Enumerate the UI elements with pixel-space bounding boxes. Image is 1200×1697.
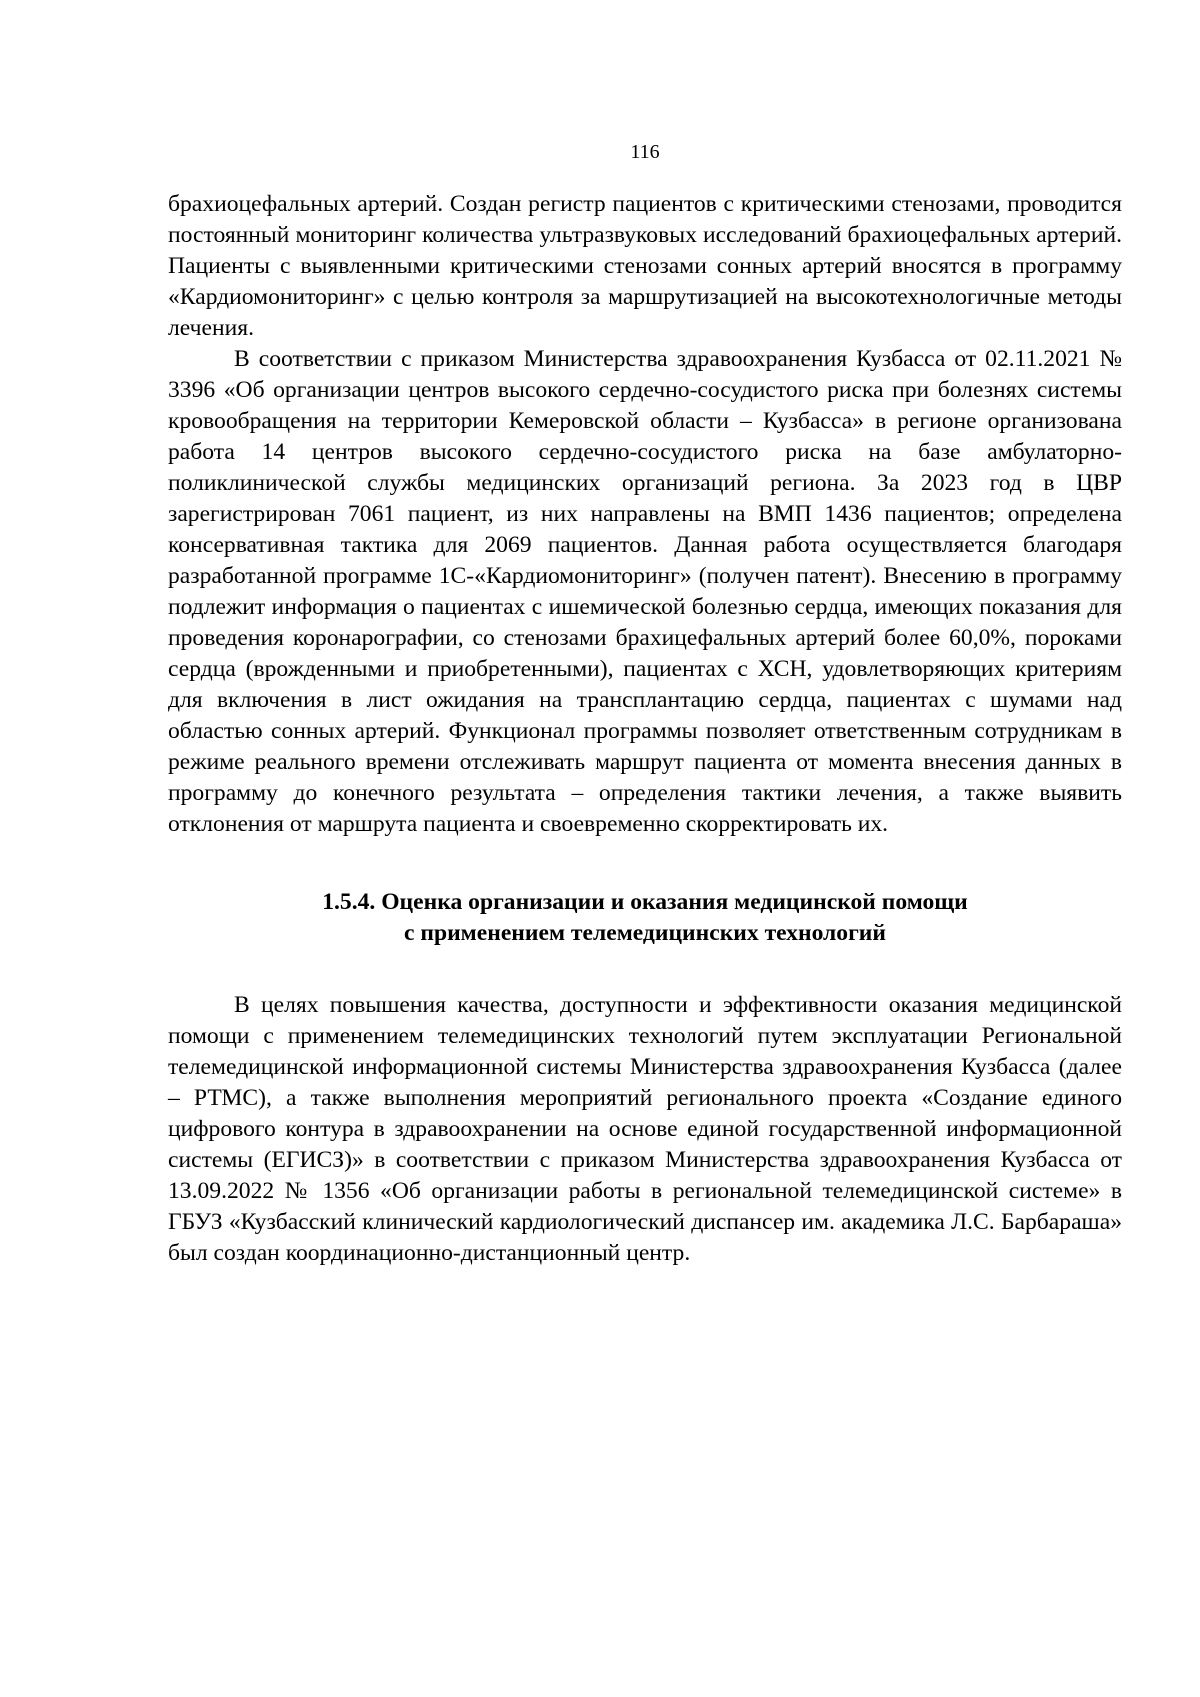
paragraph-telemedicine: В целях повышения качества, доступности и эффективности оказания медицинской помощи с применением телемедицинских технологий путем эксплуатации Региональной телемедицинской информационной системы Министерства здравоохранения Кузбасса (далее – РТМС), а также выполнения мероприятий регионального проекта «Создание единого цифрового контура в здравоохранении на основе единой государственной информационной системы (ЕГИСЗ)» в соответствии с приказом Министерства здравоохранения Кузбасса от 13.09.2022 № 1356 «Об организации работы в региональной телемедицинской системе» в ГБУЗ «Кузбасский клинический кардиологический диспансер им. академика Л.С. Барбараша» был создан координационно-дистанционный центр. [168,992,1122,1266]
page-number: 116 [630,141,660,163]
paragraph-continuation: брахиоцефальных артерий. Создан регистр пациентов с критическими стенозами, проводится постоянный мониторинг количества ультразвуковых исследований брахиоцефальных артерий. Пациенты с выявленными критическими стенозами сонных артерий вносятся в программу «Кардиомониторинг» с целью контроля за маршрутизацией на высокотехнологичные методы лечения. [168,191,1122,341]
document-page [168,140,1122,1269]
section-heading-line1: 1.5.4. Оценка организации и оказания медицинской помощи [322,889,968,915]
section-heading [168,887,1122,949]
section-heading-line2: с применением телемедицинских технологий [404,920,886,946]
paragraph-cardio-risk-centers: В соответствии с приказом Министерства здравоохранения Кузбасса от 02.11.2021 № 3396 «Об организации центров высокого сердечно-сосудистого риска при болезнях системы кровообращения на территории Кемеровской области – Кузбасса» в регионе организована работа 14 центров высокого сердечно-сосудистого риска на базе амбулаторно-поликлинической службы медицинских организаций региона. За 2023 год в ЦВР зарегистрирован 7061 пациент, из них направлены на ВМП 1436 пациентов; определена консервативная тактика для 2069 пациентов. Данная работа осуществляется благодаря разработанной программе 1С-«Кардиомониторинг» (получен патент). Внесению в программу подлежит информация о пациентах с ишемической болезнью сердца, имеющих показания для проведения коронарографии, со стенозами брахицефальных артерий более 60,0%, пороками сердца (врожденными и приобретенными), пациентах с ХСН, удовлетворяющих критериям для включения в лист ожидания на трансплантацию сердца, пациентах с шумами над областью сонных артерий. Функционал программы позволяет ответственным сотрудникам в режиме реального времени отслеживать маршрут пациента от момента внесения данных в программу до конечного результата – определения тактики лечения, а также выявить отклонения от маршрута пациента и своевременно скорректировать их. [168,346,1122,837]
